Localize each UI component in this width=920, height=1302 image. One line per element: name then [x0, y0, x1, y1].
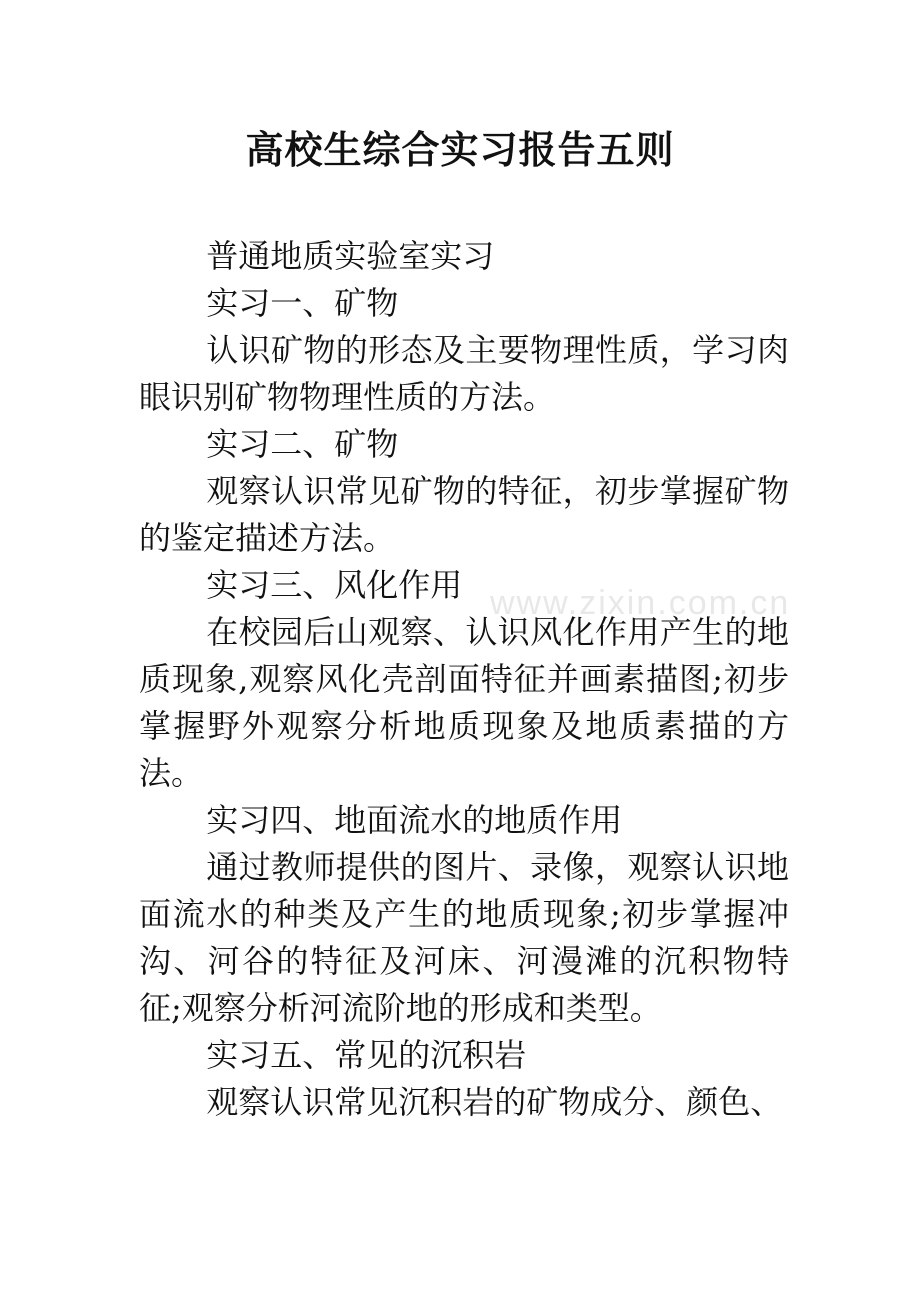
- paragraph-exercise-3-heading: 实习三、风化作用: [206, 566, 463, 604]
- paragraph-exercise-2-heading: 实习二、矿物: [206, 425, 399, 463]
- paragraph-exercise-4-heading: 实习四、地面流水的地质作用: [206, 801, 623, 839]
- paragraph-exercise-3-text: 在校园后山观察、认识风化作用产生的地质现象,观察风化壳剖面特征并画素描图;初步掌握野外观察分析地质现象及地质素描的方法。: [139, 613, 789, 792]
- paragraph-exercise-5-heading: 实习五、常见的沉积岩: [206, 1036, 527, 1074]
- paragraph-exercise-1-text: 认识矿物的形态及主要物理性质，学习肉眼识别矿物物理性质的方法。: [139, 331, 789, 416]
- paragraph-exercise-5-text: 观察认识常见沉积岩的矿物成分、颜色、: [206, 1083, 783, 1121]
- watermark: www.zixin.com.cn: [490, 584, 791, 622]
- paragraph-exercise-1-heading: 实习一、矿物: [206, 284, 399, 322]
- document-title: 高校生综合实习报告五则: [245, 127, 675, 172]
- paragraph-section-heading: 普通地质实验室实习: [206, 237, 495, 275]
- paragraph-exercise-4-text: 通过教师提供的图片、录像，观察认识地面流水的种类及产生的地质现象;初步掌握冲沟、河谷的特征及河床、河漫滩的沉积物特征;观察分析河流阶地的形成和类型。: [139, 848, 789, 1027]
- document-body: [139, 233, 789, 1126]
- paragraph-exercise-2-text: 观察认识常见矿物的特征，初步掌握矿物的鉴定描述方法。: [139, 472, 789, 557]
